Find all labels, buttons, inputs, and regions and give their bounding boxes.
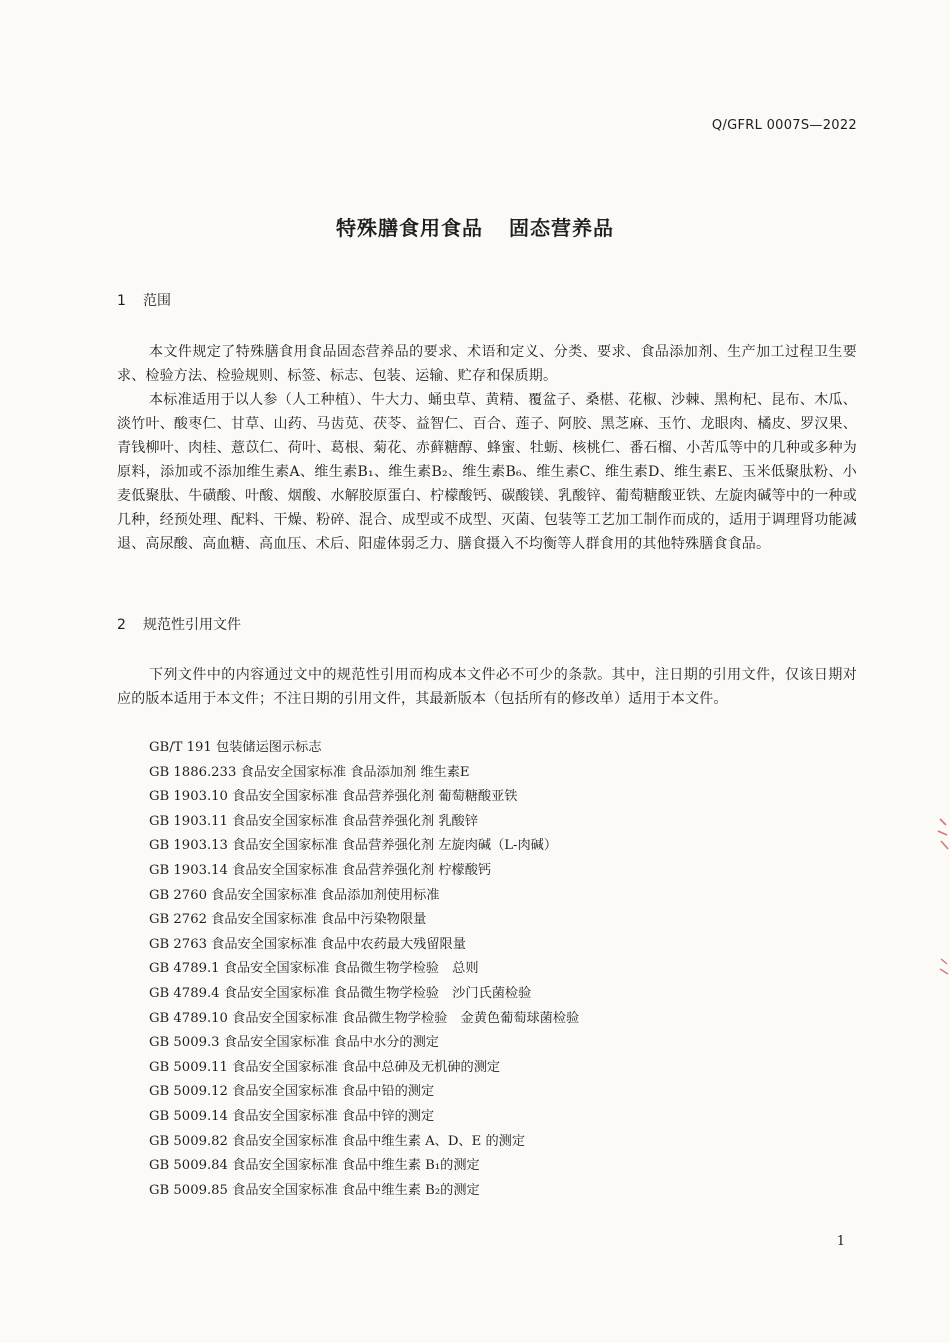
section-number: 1 [117,293,126,309]
reference-item: GB 4789.1 食品安全国家标准 食品微生物学检验 总则 [149,961,479,977]
reference-item: GB 2763 食品安全国家标准 食品中农药最大残留限量 [149,936,466,952]
page-number: 1 [836,1234,845,1249]
reference-item: GB/T 191 包装储运图示标志 [149,740,322,755]
reference-item: GB 4789.10 食品安全国家标准 食品微生物学检验 金黄色葡萄球菌检验 [149,1010,580,1026]
seal-fragment-icon [936,955,950,979]
reference-item: GB 5009.11 食品安全国家标准 食品中总砷及无机砷的测定 [149,1059,501,1075]
section-number: 2 [117,617,126,633]
reference-item: GB 5009.12 食品安全国家标准 食品中铅的测定 [149,1084,435,1100]
title-part-2: 固态营养品 [509,216,614,240]
reference-item: GB 1886.233 食品安全国家标准 食品添加剂 维生素E [149,764,470,780]
reference-item: GB 5009.84 食品安全国家标准 食品中维生素 B₁的测定 [149,1158,480,1174]
reference-item: GB 5009.14 食品安全国家标准 食品中锌的测定 [149,1108,435,1124]
title-part-1: 特殊膳食用食品 [336,216,483,240]
reference-item: GB 5009.3 食品安全国家标准 食品中水分的测定 [149,1035,439,1051]
section-1-paragraph-1: 本文件规定了特殊膳食用食品固态营养品的要求、术语和定义、分类、要求、食品添加剂、生产加工过程卫生要求、检验方法、检验规则、标签、标志、包装、运输、贮存和保质期。 [117,344,857,384]
section-1-paragraph-2: 本标准适用于以人参（人工种植）、牛大力、蛹虫草、黄精、覆盆子、桑椹、花椒、沙棘、黑枸杞、昆布、木瓜、淡竹叶、酸枣仁、甘草、山药、马齿苋、茯苓、益智仁、百合、莲子、阿胶、黑芝麻、玉竹、龙眼肉、橘皮、罗汉果、青钱柳叶、肉桂、薏苡仁、荷叶、葛根、菊花、赤藓糖醇、蜂蜜、牡蛎、核桃仁、番石榴、小苦瓜等中的几种或多种为原料，添加或不添加维生素A、维生素B₁、维生素B₂、维生素B₆、维生素C、维生素D、维生素E、玉米低聚肽粉、小麦低聚肽、牛磺酸、叶酸、烟酸、水解胶原蛋白、柠檬酸钙、碳酸镁、乳酸锌、葡萄糖酸亚铁、左旋肉碱等中的一种或几种，经预处理、配料、干燥、粉碎、混合、成型或不成型、灭菌、包装等工艺加工制作而成的，适用于调理肾功能减退、高尿酸、高血糖、高血压、术后、阳虚体弱乏力、膳食摄入不均衡等人群食用的其他特殊膳食食品。 [117,392,857,552]
document-id: Q/GFRL 0007S—2022 [711,118,857,133]
section-title: 范围 [143,293,171,309]
reference-item: GB 4789.4 食品安全国家标准 食品微生物学检验 沙门氏菌检验 [149,985,532,1001]
reference-item: GB 5009.85 食品安全国家标准 食品中维生素 B₂的测定 [149,1182,480,1198]
reference-item: GB 1903.13 食品安全国家标准 食品营养强化剂 左旋肉碱（L-肉碱） [149,838,558,854]
reference-list [149,736,579,1203]
reference-item: GB 1903.14 食品安全国家标准 食品营养强化剂 柠檬酸钙 [149,862,492,878]
reference-item: GB 2760 食品安全国家标准 食品添加剂使用标准 [149,887,440,903]
document-title [0,212,950,241]
reference-item: GB 1903.11 食品安全国家标准 食品营养强化剂 乳酸锌 [149,813,478,829]
section-1-heading [117,290,171,310]
reference-item: GB 1903.10 食品安全国家标准 食品营养强化剂 葡萄糖酸亚铁 [149,789,518,805]
reference-item: GB 5009.82 食品安全国家标准 食品中维生素 A、D、E 的测定 [149,1133,526,1149]
section-2-paragraph-1: 下列文件中的内容通过文中的规范性引用而构成本文件必不可少的条款。其中，注日期的引用文件，仅该日期对应的版本适用于本文件；不注日期的引用文件，其最新版本（包括所有的修改单）适用于本文件。 [117,667,857,707]
seal-fragment-icon [934,815,950,855]
section-2-heading [117,614,241,634]
section-title: 规范性引用文件 [143,617,241,633]
reference-item: GB 2762 食品安全国家标准 食品中污染物限量 [149,912,427,928]
